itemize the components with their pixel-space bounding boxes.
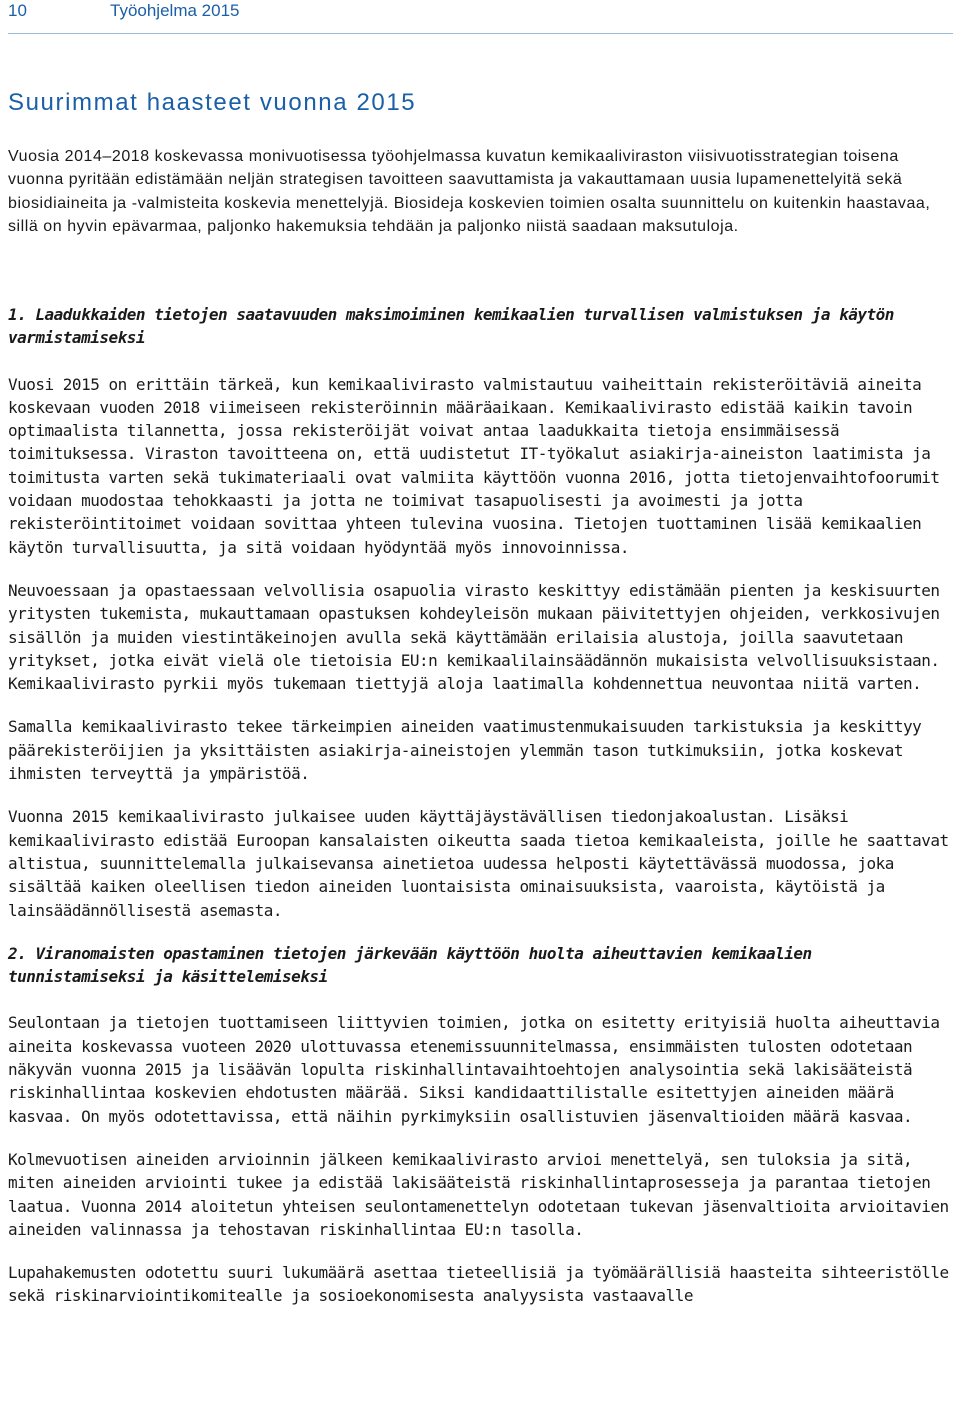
page-title: Suurimmat haasteet vuonna 2015 <box>8 89 417 116</box>
intro-paragraph: Vuosia 2014–2018 koskevassa monivuotisessa työohjelmassa kuvatun kemikaaliviraston viisivuotisstrategian toisena vuonna pyritään edistämään neljän strategisen tavoitteen saavuttamista ja vakauttamaan uusia lupamenettelyitä sekä biosidiaineita ja -valmisteita koskevia menettelyjä. Biosideja koskevien toimien osalta suunnittelu on kuitenkin haastavaa, sillä on hyvin epävarmaa, paljonko hakemuksia tehdään ja paljonko niistä saadaan maksutuloja. <box>8 148 931 235</box>
section-2-paragraph-2: Kolmevuotisen aineiden arvioinnin jälkeen kemikaalivirasto arvioi menettelyä, sen tuloksia ja sitä, miten aineiden arviointi tukee ja edistää lakisääteistä riskinhallintaprosesseja ja parantaa tietojen laatua. Vuonna 2014 aloitetun yhteisen seulontamenettelyn odotetaan tukevan jäsenvaltioita arvioitavien aineiden valinnassa ja tehostavan riskinhallintaa EU:n tasolla. <box>8 1149 949 1239</box>
document-body <box>8 303 953 1308</box>
page-header <box>8 0 953 36</box>
section-2-paragraph-3: Lupahakemusten odotettu suuri lukumäärä asettaa tieteellisiä ja työmäärällisiä haasteita sihteeristölle sekä riskinarviointikomitealle ja sosioekonomisesta analyysista vastaavalle <box>8 1263 949 1306</box>
running-title: Työohjelma 2015 <box>110 1 240 20</box>
header-divider <box>8 33 953 34</box>
section-1-paragraph-1: Vuosi 2015 on erittäin tärkeä, kun kemikaalivirasto valmistautuu vaiheittain rekisteröitäviä aineita koskevaan vuoden 2018 viimeiseen rekisteröinnin määräaikaan. Kemikaalivirasto edistää kaikin tavoin optimaalista tilannetta, jossa rekisteröijät voivat antaa laadukkaita tietoja ensimmäisessä toimituksessa. Viraston tavoitteena on, että uudistetut IT-työkalut asiakirja-aineiston laatimista ja toimitusta varten sekä tukimateriaali ovat valmiita käyttöön vuonna 2016, jotta tietojenvaihtofoorumit voidaan muodostaa tehokkaasti ja jotta ne toimivat tasapuolisesti ja avoimesti ja jotta rekisteröintitoimet voidaan sovittaa yhteen tulevina vuosina. Tietojen tuottaminen lisää kemikaalien käytön turvallisuutta, ja sitä voidaan hyödyntää myös innovoinnissa. <box>8 374 940 557</box>
section-1-paragraph-4: Vuonna 2015 kemikaalivirasto julkaisee uuden käyttäjäystävällisen tiedonjakoalustan. Lisäksi kemikaalivirasto edistää Euroopan kansalaisten oikeutta saada tietoa kemikaaleista, joille he saattavat altistua, suunnittelemalla julkaisevansa ainetietoa uudessa helposti käytettävässä muodossa, joka sisältää kaiken oleellisen tiedon aineiden luontaisista ominaisuuksista, vaaroista, käytöistä ja lainsäädännöllisestä asemasta. <box>8 807 949 920</box>
section-2-heading: 2. Viranomaisten opastaminen tietojen järkevään käyttöön huolta aiheuttavien kemikaalien tunnistamiseksi ja käsittelemiseksi <box>8 943 812 987</box>
section-1-paragraph-2: Neuvoessaan ja opastaessaan velvollisia osapuolia virasto keskittyy edistämään pienten ja keskisuurten yritysten tukemista, mukauttamaan opastuksen kohdeyleisön mukaan päivitettyjen ohjeiden, verkkosivujen sisällön ja muiden viestintäkeinojen avulla sekä käyttämään erilaisia alustoja, joilla saavutetaan yritykset, jotka eivät vielä ole tietoisia EU:n kemikaalilainsäädännön mukaisista velvollisuuksistaan. Kemikaalivirasto pyrkii myös tukemaan tiettyjä aloja laatimalla kohdennettua neuvontaa niitä varten. <box>8 580 940 694</box>
section-1-heading: 1. Laadukkaiden tietojen saatavuuden maksimoiminen kemikaalien turvallisen valmistuksen ja käytön varmistamiseksi <box>8 305 894 348</box>
section-1-paragraph-3: Samalla kemikaalivirasto tekee tärkeimpien aineiden vaatimustenmukaisuuden tarkistuksia ja keskittyy päärekisteröijien ja yksittäisten asiakirja-aineistojen ylemmän tason tutkimuksiin, jotka koskevat ihmisten terveyttä ja ympäristöä. <box>8 717 922 784</box>
page-number: 10 <box>8 1 27 20</box>
section-2-paragraph-1: Seulontaan ja tietojen tuottamiseen liittyvien toimien, jotka on esitetty erityisiä huolta aiheuttavia aineita koskevassa vuoteen 2020 ulottuvassa etenemissuunnitelmassa, ensimmäisten tulosten odotetaan näkyvän vuonna 2015 ja lisäävän lopulta riskinhallintavaihtoehtojen analysointia sekä lakisääteistä riskinhallintaa koskevien ehdotusten määrää. Siksi kandidaattilistalle esitettyjen aineiden määrä kasvaa. On myös odotettavissa, että näihin pyrkimyksiin osallistuvien jäsenvaltioiden määrä kasvaa. <box>8 1013 940 1126</box>
